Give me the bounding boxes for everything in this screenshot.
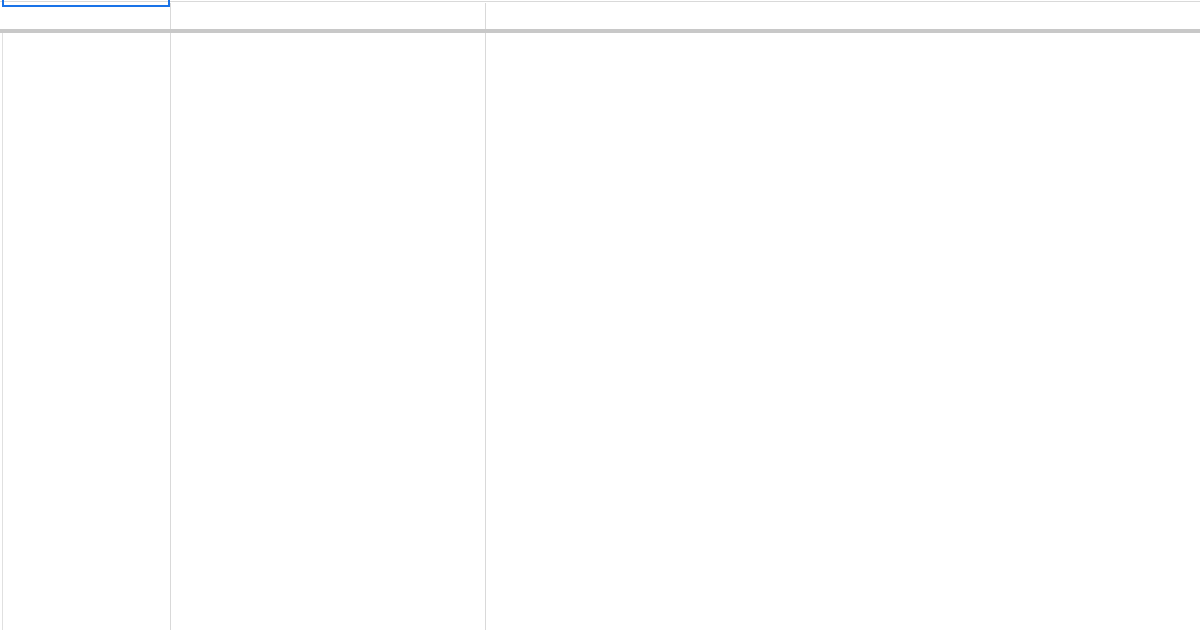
column-skill: [2, 33, 170, 630]
selected-cell[interactable]: [2, 0, 170, 7]
column-demonstration: [485, 33, 1200, 630]
column-header-demonstration[interactable]: [485, 3, 1198, 29]
table-body: [0, 33, 1200, 630]
table-header-row: [0, 3, 1200, 29]
frozen-row-divider[interactable]: [0, 29, 1200, 33]
column-header-description[interactable]: [170, 3, 485, 29]
column-description: [170, 33, 485, 630]
top-grid-hairline: [0, 1, 1200, 2]
